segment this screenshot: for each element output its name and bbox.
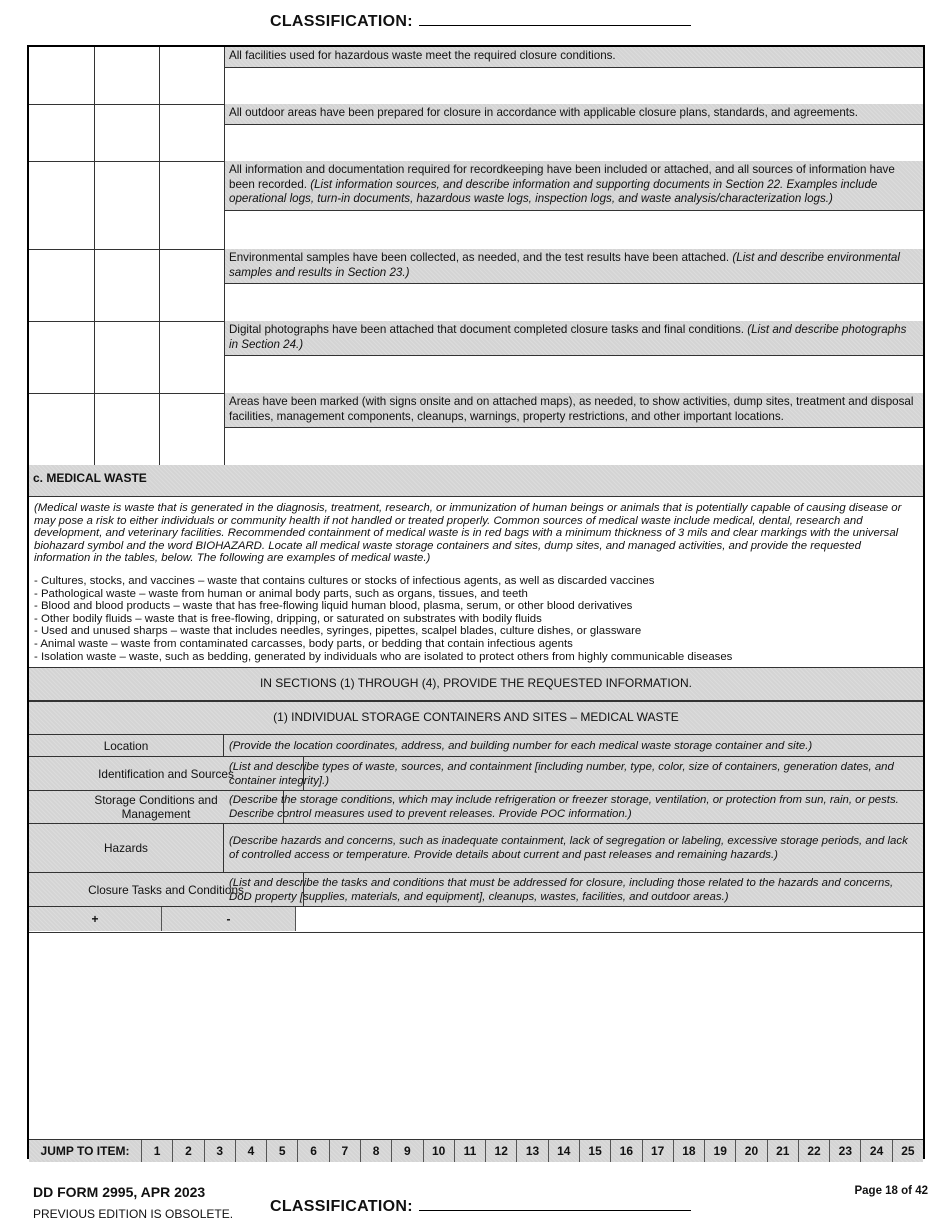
checklist-text: Digital photographs have been attached that document completed closure tasks and final conditions. — [229, 323, 744, 336]
na-cell[interactable] — [159, 104, 225, 161]
jump-label: JUMP TO ITEM: — [29, 1140, 142, 1162]
jump-bar — [29, 1139, 923, 1162]
na-cell[interactable] — [159, 249, 225, 321]
checklist-item-text — [225, 321, 923, 356]
medical-intro-text: (Medical waste is waste that is generated in the diagnosis, treatment, research, or immunization of human beings or animals that is potentially capable of causing disease or may pose a risk to either individuals or community health if not handled or treated properly. Common sources of medical waste include medical, dental, research and development, and veterinary facilities. Recommended containment of medical waste is in red bags with a minimum thickness of 3 mils and clear markings with the universal biohazard symbol and the word BIOHAZARD. Locate all medical waste storage containers and sites, dump sites, and managed activities, and provide the requested information in the tables, below. The following are examples of medical waste.) — [34, 502, 902, 565]
na-cell[interactable] — [159, 321, 225, 393]
jump-button[interactable]: 14 — [549, 1140, 580, 1162]
checklist-text: All outdoor areas have been prepared for closure in accordance with applicable closure plans, standards, and agreements. — [229, 106, 859, 119]
medical-examples — [34, 575, 920, 663]
jump-button[interactable]: 4 — [236, 1140, 267, 1162]
jump-button[interactable]: 3 — [205, 1140, 236, 1162]
jump-button[interactable]: 19 — [705, 1140, 736, 1162]
medical-intro — [34, 502, 920, 663]
checklist-row — [29, 321, 923, 394]
jump-button[interactable]: 7 — [330, 1140, 361, 1162]
list-item: - Pathological waste – waste from human or animal body parts, such as organs, tissues, and teeth — [34, 587, 528, 600]
form-frame — [27, 45, 925, 1159]
row-label: Identification and Sources — [29, 757, 304, 790]
checklist-text: All information and documentation required for recordkeeping have been included or attached, and all sources of information have been recorded. — [229, 163, 895, 191]
page-number: Page 18 of 42 — [854, 1185, 928, 1197]
add-row-button[interactable]: + — [29, 907, 162, 931]
jump-button[interactable]: 10 — [424, 1140, 455, 1162]
classification-footer — [270, 1196, 691, 1216]
list-item: - Cultures, stocks, and vaccines – waste that contains cultures or stocks of infectious agents, as well as discarded vaccines — [34, 574, 655, 587]
jump-button[interactable]: 23 — [830, 1140, 861, 1162]
list-item: - Used and unused sharps – waste that includes needles, syringes, pipettes, scalpel blades, culture dishes, or glassware — [34, 625, 642, 638]
yes-cell[interactable] — [29, 47, 95, 104]
classification-label: CLASSIFICATION: — [270, 13, 413, 30]
jump-button[interactable]: 12 — [486, 1140, 517, 1162]
checklist-item-text — [225, 47, 923, 68]
row-description: (Describe the storage conditions, which may include refrigeration or freezer storage, ventilation, or protection from sun, rain, or pests. Describe control measures used to prevent releases. Provide POC information.) — [229, 794, 899, 820]
na-cell[interactable] — [159, 161, 225, 249]
checklist-note: (List information sources, and describe information and supporting documents in Section 22. Examples include operational logs, turn-in documents, hazardous waste logs, inspection logs, and waste analysis/characterization logs.) — [229, 177, 878, 205]
row-label: Storage Conditions and Management — [29, 791, 284, 823]
no-cell[interactable] — [94, 321, 160, 393]
jump-button[interactable]: 9 — [392, 1140, 423, 1162]
row-controls — [29, 907, 923, 933]
classification-header — [270, 11, 691, 31]
obsolete-note: PREVIOUS EDITION IS OBSOLETE. — [33, 1207, 234, 1221]
jump-button[interactable]: 16 — [611, 1140, 642, 1162]
jump-button[interactable]: 25 — [901, 1144, 915, 1158]
no-cell[interactable] — [94, 47, 160, 104]
section-heading: c. MEDICAL WASTE — [29, 465, 923, 497]
checklist-note: (List and describe environmental samples and results in Section 23.) — [229, 251, 900, 279]
yes-cell[interactable] — [29, 161, 95, 249]
jump-button[interactable]: 20 — [736, 1140, 767, 1162]
jump-button[interactable]: 13 — [517, 1140, 548, 1162]
checklist-item-text — [225, 104, 923, 125]
row-label: Location — [29, 735, 224, 756]
no-cell[interactable] — [94, 249, 160, 321]
table-row — [29, 735, 923, 757]
table-row — [29, 757, 923, 791]
classification-field[interactable] — [419, 11, 691, 26]
na-cell[interactable] — [159, 47, 225, 104]
no-cell[interactable] — [94, 161, 160, 249]
yes-cell[interactable] — [29, 321, 95, 393]
table-row — [29, 873, 923, 907]
row-description: (List and describe types of waste, sources, and containment [including number, type, color, size of containers, generation dates, and container integrity].) — [229, 760, 894, 787]
row-description: (List and describe the tasks and conditions that must be addressed for closure, including those related to the hazards and concerns, DoD property [supplies, materials, and equipment], cleanups, wastes, facilities, and outdoor areas.) — [229, 876, 894, 903]
checklist-row — [29, 104, 923, 162]
checklist-row — [29, 161, 923, 250]
checklist-item-text — [225, 249, 923, 284]
list-item: - Animal waste – waste from contaminated carcasses, body parts, or bedding that contain infectious agents — [34, 637, 573, 650]
jump-button[interactable]: 18 — [674, 1140, 705, 1162]
row-description: (Describe hazards and concerns, such as inadequate containment, lack of segregation or labeling, excessive storage periods, and lack of controlled access or temperature. Provide details about current and past releases and remaining hazards.) — [229, 835, 908, 861]
jump-button[interactable]: 21 — [768, 1140, 799, 1162]
list-item: - Other bodily fluids – waste that is free-flowing, dripping, or saturated on substrates with bodily fluids — [34, 612, 542, 625]
classification-label: CLASSIFICATION: — [270, 1198, 413, 1215]
checklist-text: Environmental samples have been collected, as needed, and the test results have been attached. — [229, 251, 730, 264]
yes-cell[interactable] — [29, 249, 95, 321]
na-cell[interactable] — [159, 393, 225, 465]
sections-instruction: IN SECTIONS (1) THROUGH (4), PROVIDE THE REQUESTED INFORMATION. — [29, 667, 923, 701]
jump-button[interactable]: 24 — [861, 1140, 892, 1162]
yes-cell[interactable] — [29, 393, 95, 465]
checklist-text: All facilities used for hazardous waste meet the required closure conditions. — [229, 49, 616, 62]
jump-button[interactable]: 5 — [267, 1140, 298, 1162]
jump-button[interactable]: 17 — [643, 1140, 674, 1162]
checklist-row — [29, 47, 923, 105]
no-cell[interactable] — [94, 393, 160, 465]
remove-row-button[interactable]: - — [162, 907, 296, 931]
checklist-text: Areas have been marked (with signs onsite and on attached maps), as needed, to show activities, dump sites, treatment and disposal facilities, management components, cleanups, warnings, property restrictions, and other important locations. — [229, 395, 914, 423]
jump-button[interactable]: 1 — [142, 1140, 173, 1162]
checklist-note: (List and describe photographs in Section 24.) — [229, 323, 907, 351]
jump-button[interactable]: 11 — [455, 1140, 486, 1162]
jump-button[interactable]: 6 — [298, 1140, 329, 1162]
checklist-item-text — [225, 393, 923, 428]
jump-button[interactable]: 8 — [361, 1140, 392, 1162]
jump-button[interactable]: 15 — [580, 1140, 611, 1162]
list-item: - Isolation waste – waste, such as bedding, generated by individuals who are isolated to protect others from highly communicable diseases — [34, 650, 733, 663]
yes-cell[interactable] — [29, 104, 95, 161]
subsection-title: (1) INDIVIDUAL STORAGE CONTAINERS AND SITES – MEDICAL WASTE — [29, 701, 923, 735]
form-number: DD FORM 2995, APR 2023 — [33, 1184, 206, 1200]
row-label: Closure Tasks and Conditions — [29, 873, 304, 906]
no-cell[interactable] — [94, 104, 160, 161]
classification-field[interactable] — [419, 1196, 691, 1211]
row-description: (Provide the location coordinates, address, and building number for each medical waste storage container and site.) — [229, 739, 813, 752]
jump-button[interactable]: 2 — [173, 1140, 204, 1162]
jump-button[interactable]: 22 — [799, 1140, 830, 1162]
checklist-item-text — [225, 161, 923, 211]
table-row — [29, 824, 923, 873]
checklist-row — [29, 249, 923, 322]
checklist-row — [29, 393, 923, 466]
row-label: Hazards — [29, 824, 224, 872]
list-item: - Blood and blood products – waste that has free-flowing liquid human blood, plasma, serum, or other blood derivatives — [34, 600, 633, 613]
table-row — [29, 791, 923, 824]
